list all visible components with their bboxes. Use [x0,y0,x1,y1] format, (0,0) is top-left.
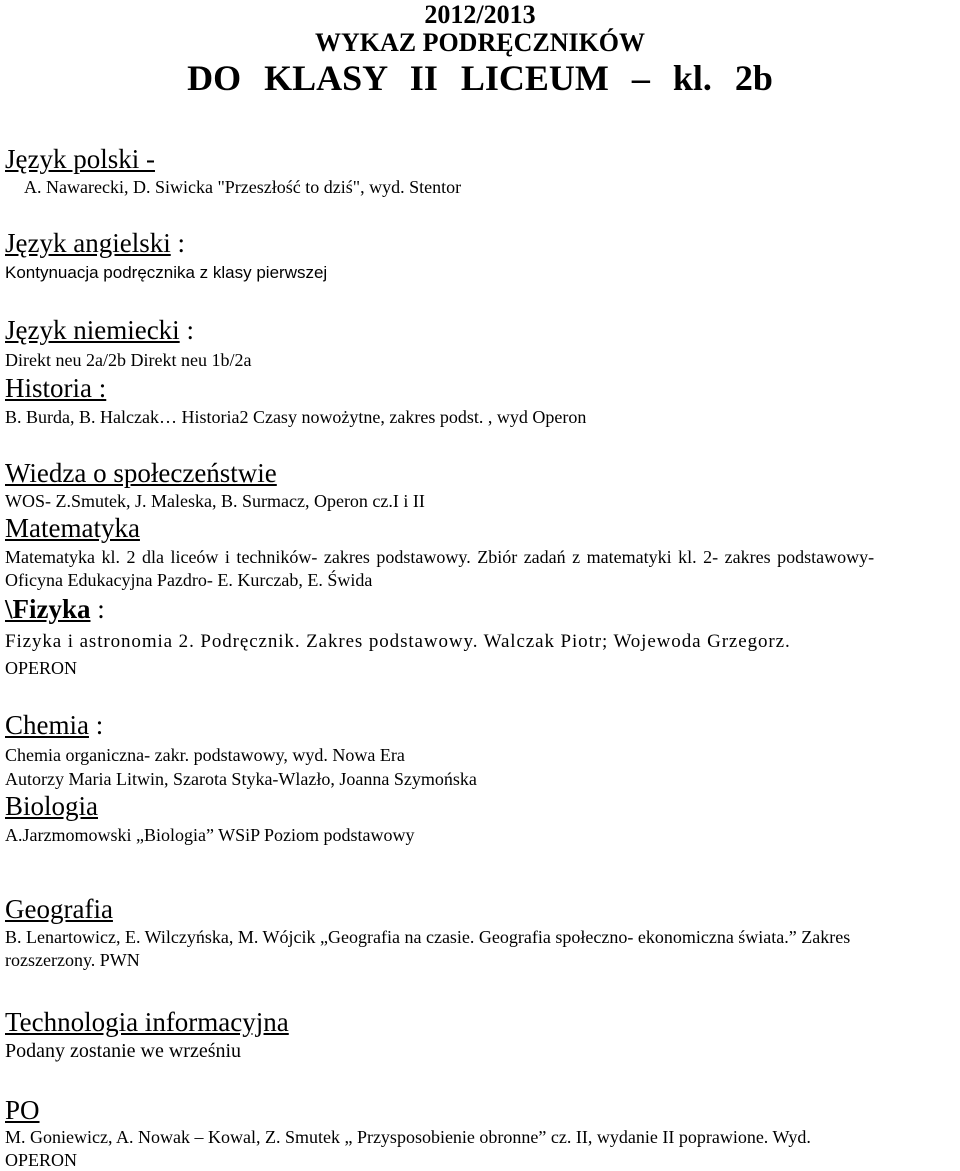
fizyka-line-2: OPERON [5,658,78,678]
heading-niemiecki [5,314,194,346]
polski-line-1: A. Nawarecki, D. Siwicka "Przeszłość to dziś", wyd. Stentor [24,177,462,197]
chemia-line-1: Chemia organiczna- zakr. podstawowy, wyd. Nowa Era [5,745,405,765]
school-year: 2012/2013 [424,0,536,29]
angielski-line-1: Kontynuacja podręcznika z klasy pierwszej [5,263,328,282]
heading-angielski-colon: : [170,228,185,258]
heading-wos: Wiedza o społeczeństwie [5,458,277,488]
document-subtitle: DO KLASY II LICEUM – kl. 2b [187,58,773,98]
matematyka-line-2: Oficyna Edukacyjna Pazdro- E. Kurczab, E. Świda [5,570,373,590]
po-line-2: OPERON [5,1150,78,1170]
historia-line-1: B. Burda, B. Halczak… Historia2 Czasy nowożytne, zakres podst. , wyd Operon [5,407,587,427]
heading-niemiecki-text: Język niemiecki [5,315,180,345]
niemiecki-line-1: Direkt neu 2a/2b Direkt neu 1b/2a [5,350,252,370]
heading-fizyka-text: \Fizyka [5,594,91,624]
po-line-1: M. Goniewicz, A. Nowak – Kowal, Z. Smutek „ Przysposobienie obronne” cz. II, wydanie II poprawione. Wyd. [5,1127,811,1147]
heading-niemiecki-colon: : [179,315,194,345]
heading-fizyka [5,593,105,625]
geografia-line-1: B. Lenartowicz, E. Wilczyńska, M. Wójcik „Geografia na czasie. Geografia społeczno- ekonomiczna świata.” Zakres [5,927,851,947]
technologia-line-1: Podany zostanie we wrześniu [5,1040,242,1062]
heading-po: PO [5,1095,40,1125]
chemia-line-2: Autorzy Maria Litwin, Szarota Styka-Wlazło, Joanna Szymońska [5,769,477,789]
matematyka-line-1: Matematyka kl. 2 dla liceów i techników- zakres podstawowy. Zbiór zadań z matematyki kl. 2- zakres podstawowy- [5,547,875,567]
heading-angielski [5,227,185,259]
heading-polski: Język polski - [5,144,155,174]
document-title: WYKAZ PODRĘCZNIKÓW [314,28,646,57]
heading-technologia: Technologia informacyjna [5,1007,289,1037]
geografia-line-2: rozszerzony. PWN [5,950,140,970]
heading-matematyka: Matematyka [5,513,140,543]
heading-fizyka-colon: : [90,594,105,624]
heading-historia: Historia : [5,373,107,403]
heading-angielski-text: Język angielski [5,228,171,258]
heading-chemia [5,709,103,741]
wos-line-1: WOS- Z.Smutek, J. Maleska, B. Surmacz, Operon cz.I i II [5,491,425,511]
heading-biologia: Biologia [5,791,98,821]
fizyka-line-1: Fizyka i astronomia 2. Podręcznik. Zakres podstawowy. Walczak Piotr; Wojewoda Grzegorz. [5,631,791,652]
heading-chemia-colon: : [88,710,104,740]
heading-geografia: Geografia [5,894,113,924]
heading-chemia-text: Chemia [5,710,89,740]
biologia-line-1: A.Jarzmomowski „Biologia” WSiP Poziom podstawowy [5,825,415,845]
